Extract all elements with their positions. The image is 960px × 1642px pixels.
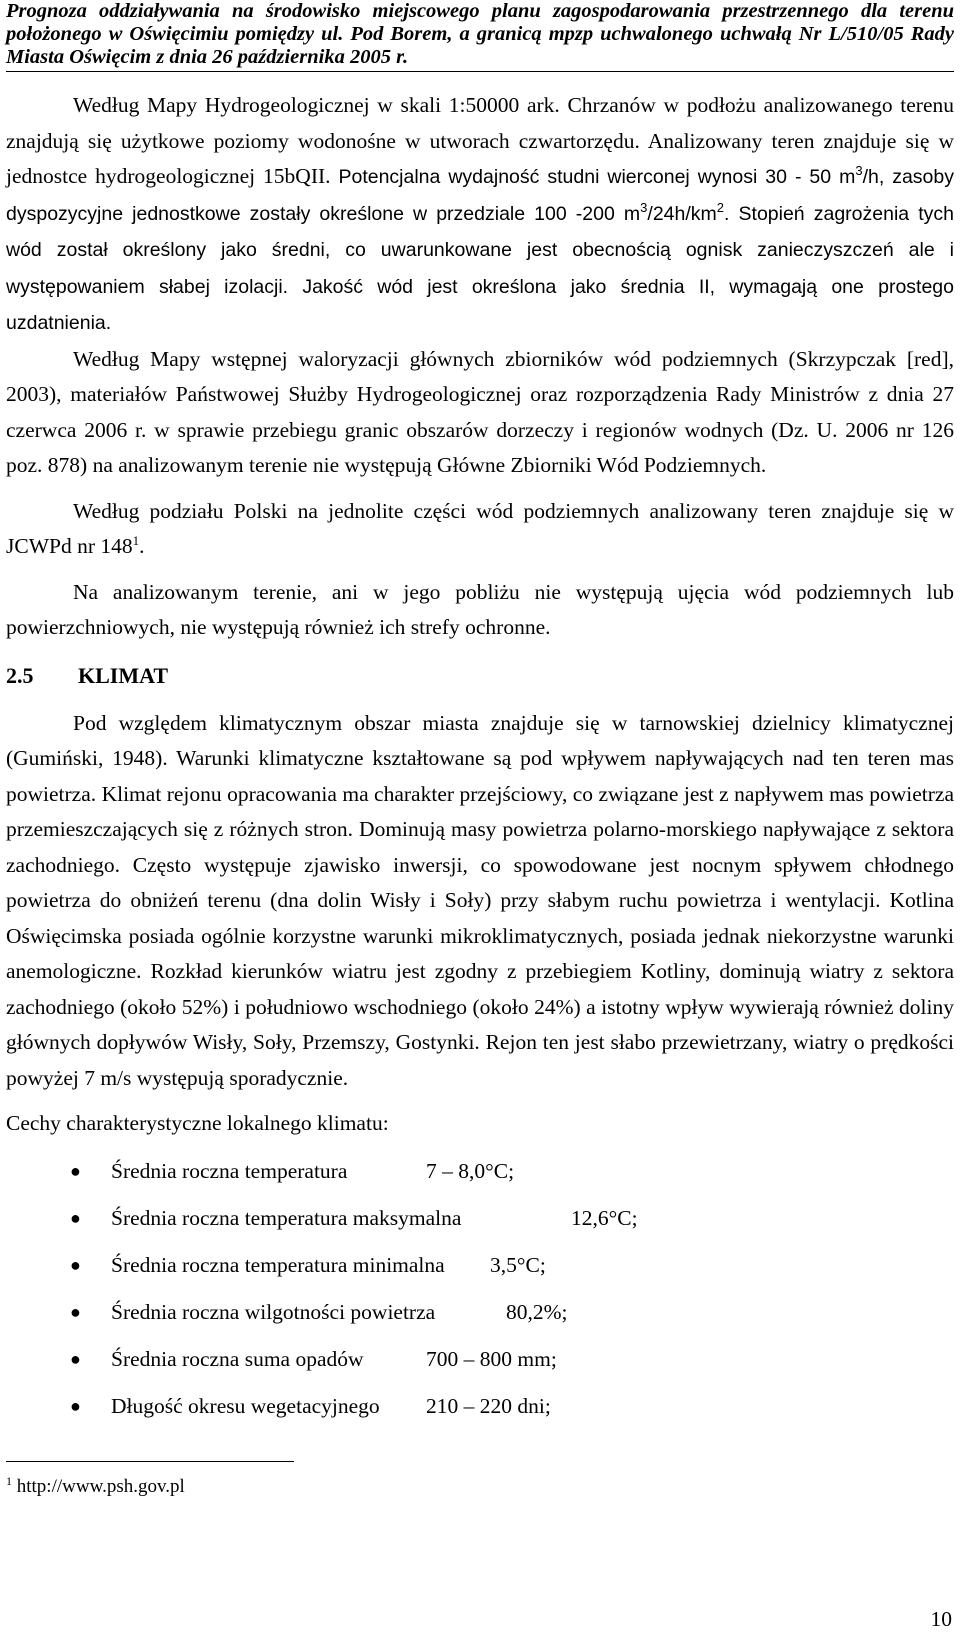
climate-label: Długość okresu wegetacyjnego [111,1393,380,1418]
paragraph-intakes: Na analizowanym terenie, ani w jego pobliżu nie występują ujęcia wód podziemnych lub powierzchniowych, nie występują również ich strefy ochronne. [6,579,954,639]
list-item [6,1383,954,1430]
section-heading [6,658,954,694]
header-line-1: Prognoza oddziaływania na środowisko miejscowego planu zagospodarowania przestrzennego dla terenu [6,0,954,22]
climate-value: 12,6°C; [571,1205,638,1230]
climate-value: 7 – 8,0°C; [426,1158,515,1183]
climate-label: Średnia roczna wilgotności powietrza [111,1299,436,1324]
bullet-icon: ● [70,1348,81,1369]
paragraph-jcwpd [6,494,954,565]
paragraph-hydrogeology-part1: Według Mapy Hydrogeologicznej w skali 1:50000 ark. Chrzanów w podłożu analizowanego terenu znajdują się użytkowe poziomy wodonośne w utworach czwartorzędu. Analizowany teren znajduje się w jednostce hydrogeologicznej 15bQII. [6,93,954,188]
climate-value: 210 – 220 dni; [426,1393,551,1418]
paragraph-reservoirs: Według Mapy wstępnej waloryzacji głównych zbiorników wód podziemnych (Skrzypczak [red], 2003), materiałów Państwowej Służby Hydrogeologicznej oraz rozporządzenia Rady Ministrów z dnia 27 czerwca 2006 r. w sprawie przebiegu granic obszarów dorzeczy i regionów wodnych (Dz. U. 2006 nr 126 poz. 878) na analizowanym terenie nie występują Główne Zbiorniki Wód Podziemnych. [6,346,954,477]
header-line-2: położonego w Oświęcimiu pomiędzy ul. Pod Borem, a granicą mpzp uchwalonego uchwałą Nr L/510/05 Rady [6,23,954,45]
list-item [6,1148,954,1195]
bullet-icon: ● [70,1160,81,1181]
section-title: KLIMAT [78,662,169,688]
footnote-link[interactable]: http://www.psh.gov.pl [12,1476,185,1497]
climate-label: Średnia roczna suma opadów [111,1346,364,1371]
spacer [6,1096,954,1106]
list-item [6,1195,954,1242]
climate-list [6,1148,954,1430]
spacer [6,694,954,706]
climate-value: 3,5°C; [490,1252,546,1277]
paragraph-climate: Pod względem klimatycznym obszar miasta znajduje się w tarnowskiej dzielnicy klimatycznej (Gumiński, 1948). Warunki klimatyczne kształtowane są pod wpływem napływających nad ten teren mas powietrza. Klimat rejonu opracowania ma charakter przejściowy, co związane jest z napływem mas powietrza przemieszczających się z różnych stron. Dominują masy powietrza polarno-morskiego napływające z sektora zachodniego. Często występuje zjawisko inwersji, co spowodowane jest nocnym spływem chłodnego powietrza do obniżeń terenu (dna dolin Wisły i Soły) przy słabym ruchu powietrza i wentylacji. Kotlina Oświęcimska posiada ogólnie korzystne warunki mikroklimatycznych, posiada jednak niekorzystne warunki anemologiczne. Rozkład kierunków wiatru jest zgodny z przebiegiem Kotliny, dominują wiatry z sektora zachodniego (około 52%) i południowo wschodniego (około 24%) a istotny wpływ wywierają również doliny głównych dopływów Wisły, Soły, Przemszy, Gostynki. Rejon ten jest słabo przewietrzany, wiatry o prędkości powyżej 7 m/s występują sporadycznie. [6,710,954,1090]
list-intro: Cechy charakterystyczne lokalnego klimatu: [6,1111,389,1135]
spacer [6,565,954,575]
header-line-3: Miasta Oświęcim z dnia 26 października 2005 r. [6,46,409,68]
jcwpd-text: Według podziału Polski na jednolite części wód podziemnych analizowany teren znajduje się w JCWPd nr 148 [6,498,954,558]
footnote [6,1474,185,1500]
footnote-mark: 1 [6,1474,12,1488]
climate-label: Średnia roczna temperatura minimalna [111,1252,445,1277]
bullet-icon: ● [70,1254,81,1275]
resources-text: /h, zasoby dyspozycyjne jednostkowe zostały określone w przedziale 100 -200 m [6,166,955,225]
yield-text: Potencjalna wydajność studni wierconej wynosi 30 - 50 m [338,166,856,188]
jcwpd-end: . [139,534,145,558]
bullet-icon: ● [70,1395,81,1416]
list-item [6,1289,954,1336]
superscript: 3 [855,163,863,178]
page-number: 10 [930,1607,952,1631]
document-body [6,88,954,1430]
threat-text: . Stopień zagrożenia tych wód został określony jako średni, co uwarunkowane jest obecnością ognisk zanieczyszczeń ale i występowaniem słabej izolacji. Jakość wód jest określona jako średnia II, wymagają one prostego uzdatnienia. [6,202,954,334]
superscript: 2 [716,199,725,215]
paragraph-hydrogeology-part2 [6,163,955,334]
superscript: 3 [640,199,648,215]
climate-label: Średnia roczna temperatura maksymalna [111,1205,462,1230]
climate-label: Średnia roczna temperatura [111,1158,348,1183]
page-header [6,0,954,72]
climate-value: 80,2%; [506,1299,568,1324]
footnote-separator [6,1461,294,1462]
footnote-reference: 1 [132,533,140,548]
section-number: 2.5 [6,662,34,688]
unit-text: /24h/km [647,202,717,225]
list-item [6,1336,954,1383]
bullet-icon: ● [70,1301,81,1322]
spacer [6,484,954,494]
list-item [6,1242,954,1289]
spacer [6,646,954,658]
paragraph-hydrogeology [6,88,954,342]
bullet-icon: ● [70,1207,81,1228]
climate-value: 700 – 800 mm; [426,1346,557,1371]
